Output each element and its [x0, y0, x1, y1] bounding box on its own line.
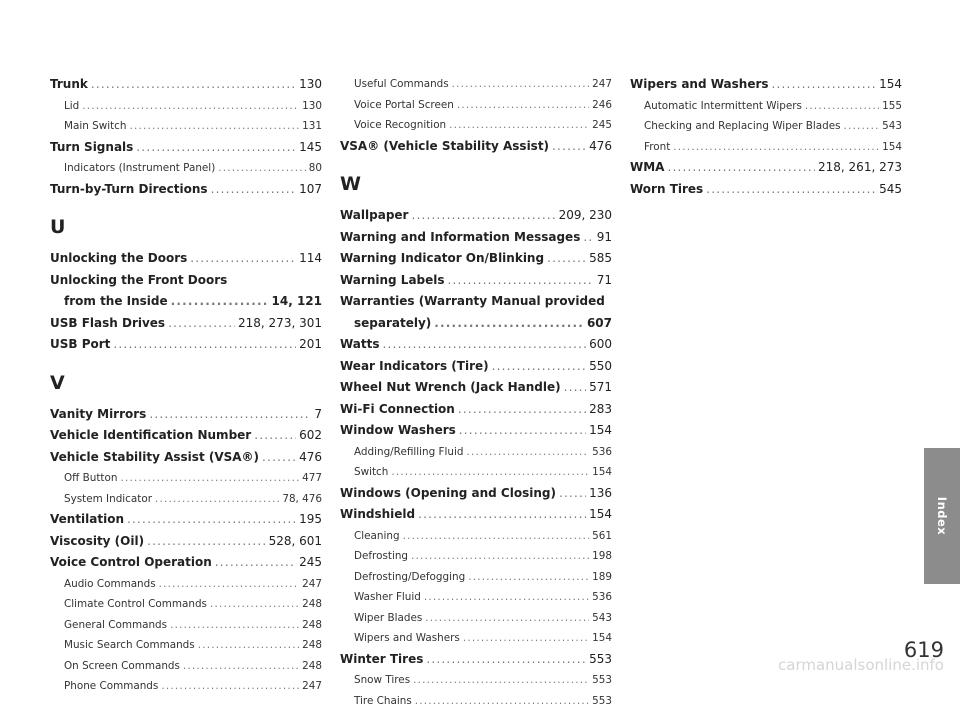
dot-leader: [129, 116, 299, 137]
page-ref[interactable]: 585: [589, 248, 612, 270]
page-ref[interactable]: 247: [592, 74, 612, 95]
index-entry[interactable]: [340, 136, 612, 158]
index-subentry[interactable]: [340, 462, 612, 483]
index-subentry[interactable]: [340, 74, 612, 95]
index-term: Wear Indicators (Tire): [340, 356, 489, 378]
index-subentry[interactable]: [50, 656, 322, 677]
index-column-3: [630, 74, 902, 200]
index-term: Switch: [354, 462, 388, 483]
index-term: Cleaning: [354, 526, 400, 547]
dot-leader: [452, 74, 589, 95]
index-term: Vehicle Identification Number: [50, 425, 251, 447]
index-subentry[interactable]: [50, 96, 322, 117]
index-entry[interactable]: [340, 205, 612, 227]
page-ref[interactable]: 91: [597, 227, 612, 249]
page-ref[interactable]: 477: [302, 468, 322, 489]
index-entry[interactable]: [50, 74, 322, 96]
dot-leader: [805, 96, 879, 117]
dot-leader: [155, 489, 279, 510]
page-ref[interactable]: 218, 261, 273: [818, 157, 902, 179]
page-ref[interactable]: 154: [592, 462, 612, 483]
index-term: Phone Commands: [64, 676, 158, 697]
index-term: Indicators (Instrument Panel): [64, 158, 215, 179]
page-ref[interactable]: 571: [589, 377, 612, 399]
dot-leader: [426, 649, 586, 671]
page-ref[interactable]: 195: [299, 509, 322, 531]
dot-leader: [772, 74, 877, 96]
index-term: Windows (Opening and Closing): [340, 483, 556, 505]
index-subentry[interactable]: [50, 635, 322, 656]
index-term: from the Inside: [64, 291, 168, 313]
index-subentry[interactable]: [340, 567, 612, 588]
index-term: Viscosity (Oil): [50, 531, 144, 553]
page-ref[interactable]: 107: [299, 179, 322, 201]
dot-leader: [411, 546, 589, 567]
page-ref[interactable]: 154: [589, 420, 612, 442]
dot-leader: [215, 552, 296, 574]
page-ref[interactable]: 201: [299, 334, 322, 356]
index-subentry[interactable]: [50, 594, 322, 615]
page-ref[interactable]: 80: [309, 158, 322, 179]
index-entry[interactable]: [340, 248, 612, 270]
page-ref[interactable]: 600: [589, 334, 612, 356]
index-subentry[interactable]: [340, 526, 612, 547]
index-entry[interactable]: [50, 179, 322, 201]
dot-leader: [458, 399, 586, 421]
index-term: Music Search Commands: [64, 635, 195, 656]
index-term: Vanity Mirrors: [50, 404, 146, 426]
page-ref[interactable]: 602: [299, 425, 322, 447]
dot-leader: [82, 96, 299, 117]
index-term: separately): [354, 313, 431, 335]
index-term: Wipers and Washers: [630, 74, 769, 96]
page-ref[interactable]: 553: [589, 649, 612, 671]
index-entry[interactable]: [340, 356, 612, 378]
index-term: Tire Chains: [354, 691, 412, 711]
index-subentry[interactable]: [340, 608, 612, 629]
page-ref[interactable]: 543: [592, 608, 612, 629]
index-subentry[interactable]: [630, 137, 902, 158]
index-term: Turn Signals: [50, 137, 133, 159]
index-term: Unlocking the Front Doors: [50, 270, 227, 292]
page-ref[interactable]: 71: [597, 270, 612, 292]
index-term: Wi-Fi Connection: [340, 399, 455, 421]
dot-leader: [425, 608, 589, 629]
index-term: Warning Labels: [340, 270, 445, 292]
index-column-2: [340, 74, 612, 711]
index-term: Worn Tires: [630, 179, 703, 201]
index-entry[interactable]: [630, 157, 902, 179]
dot-leader: [254, 425, 296, 447]
index-term: Automatic Intermittent Wipers: [644, 96, 802, 117]
index-term: Front: [644, 137, 670, 158]
index-term: Wheel Nut Wrench (Jack Handle): [340, 377, 561, 399]
dot-leader: [492, 356, 586, 378]
index-entry[interactable]: [340, 334, 612, 356]
dot-leader: [159, 574, 300, 595]
dot-leader: [136, 137, 296, 159]
index-entry[interactable]: [50, 248, 322, 270]
index-term: Warning Indicator On/Blinking: [340, 248, 544, 270]
dot-leader: [262, 447, 296, 469]
index-term: Main Switch: [64, 116, 126, 137]
index-subentry[interactable]: [340, 628, 612, 649]
page-ref[interactable]: 198: [592, 546, 612, 567]
index-subentry[interactable]: [50, 676, 322, 697]
page-ref[interactable]: 248: [302, 635, 322, 656]
dot-leader: [147, 531, 265, 553]
dot-leader: [448, 270, 594, 292]
page-ref[interactable]: 218, 273, 301: [238, 313, 322, 335]
index-entry-wrapped[interactable]: [340, 291, 612, 334]
page-ref[interactable]: 189: [592, 567, 612, 588]
dot-leader: [418, 504, 586, 526]
index-entry[interactable]: [340, 483, 612, 505]
side-tab-label: Index: [935, 497, 949, 535]
index-term: Washer Fluid: [354, 587, 421, 608]
index-term: Off Button: [64, 468, 117, 489]
page-ref[interactable]: 154: [879, 74, 902, 96]
index-entry[interactable]: [630, 179, 902, 201]
index-term: Voice Control Operation: [50, 552, 212, 574]
index-term-line: [50, 270, 322, 292]
page-ref[interactable]: 7: [314, 404, 322, 426]
index-term: Checking and Replacing Wiper Blades: [644, 116, 841, 137]
index-term: USB Port: [50, 334, 110, 356]
page-ref[interactable]: 283: [589, 399, 612, 421]
index-term: Audio Commands: [64, 574, 156, 595]
index-column-1: [50, 74, 322, 697]
watermark: carmanualsonline.info: [778, 656, 944, 674]
index-entry[interactable]: [50, 334, 322, 356]
index-term: Wallpaper: [340, 205, 408, 227]
dot-leader: [706, 179, 876, 201]
index-term: Watts: [340, 334, 380, 356]
page-ref[interactable]: 209, 230: [559, 205, 612, 227]
index-entry[interactable]: [340, 504, 612, 526]
index-entry[interactable]: [50, 531, 322, 553]
index-term: Defrosting: [354, 546, 408, 567]
index-term: Voice Recognition: [354, 115, 446, 136]
page-ref[interactable]: 130: [299, 74, 322, 96]
dot-leader: [218, 158, 306, 179]
page-ref[interactable]: 561: [592, 526, 612, 547]
dot-leader: [391, 462, 589, 483]
page-ref[interactable]: 545: [879, 179, 902, 201]
index-entry[interactable]: [340, 377, 612, 399]
page-ref[interactable]: 248: [302, 594, 322, 615]
section-letter: U: [50, 215, 322, 239]
index-term: System Indicator: [64, 489, 152, 510]
index-term: General Commands: [64, 615, 167, 636]
dot-leader: [463, 628, 589, 649]
index-term-line: [340, 291, 612, 313]
index-term: Ventilation: [50, 509, 124, 531]
index-entry-wrapped[interactable]: [50, 270, 322, 313]
index-term: Useful Commands: [354, 74, 449, 95]
index-entry[interactable]: [50, 509, 322, 531]
page-ref[interactable]: 246: [592, 95, 612, 116]
page-ref[interactable]: 245: [592, 115, 612, 136]
index-term: Lid: [64, 96, 79, 117]
index-subentry[interactable]: [340, 546, 612, 567]
index-subentry[interactable]: [340, 95, 612, 116]
page-ref[interactable]: 553: [592, 670, 612, 691]
index-term: Snow Tires: [354, 670, 410, 691]
page-ref[interactable]: 528, 601: [269, 531, 322, 553]
index-subentry[interactable]: [630, 116, 902, 137]
index-term: Climate Control Commands: [64, 594, 207, 615]
index-term: WMA: [630, 157, 664, 179]
page-ref[interactable]: 154: [592, 628, 612, 649]
dot-leader: [198, 635, 299, 656]
dot-leader: [403, 526, 590, 547]
dot-leader: [673, 137, 879, 158]
index-term: Voice Portal Screen: [354, 95, 454, 116]
dot-leader: [127, 509, 296, 531]
dot-leader: [559, 483, 586, 505]
index-entry-continuation[interactable]: [50, 291, 322, 313]
index-subentry[interactable]: [340, 115, 612, 136]
index-term: Trunk: [50, 74, 88, 96]
index-subentry[interactable]: [340, 670, 612, 691]
dot-leader: [161, 676, 299, 697]
dot-leader: [468, 567, 589, 588]
index-entry[interactable]: [340, 270, 612, 292]
page-ref[interactable]: 247: [302, 574, 322, 595]
page-ref[interactable]: 136: [589, 483, 612, 505]
dot-leader: [120, 468, 299, 489]
page-ref[interactable]: 131: [302, 116, 322, 137]
index-entry-continuation[interactable]: [340, 313, 612, 335]
index-subentry[interactable]: [340, 691, 612, 711]
dot-leader: [210, 594, 299, 615]
index-term: USB Flash Drives: [50, 313, 165, 335]
index-entry[interactable]: [50, 137, 322, 159]
dot-leader: [168, 313, 235, 335]
dot-leader: [183, 656, 299, 677]
page-ref[interactable]: 543: [882, 116, 902, 137]
page-ref[interactable]: 550: [589, 356, 612, 378]
page-ref[interactable]: 247: [302, 676, 322, 697]
index-term: Turn-by-Turn Directions: [50, 179, 208, 201]
index-term: Unlocking the Doors: [50, 248, 187, 270]
dot-leader: [170, 615, 299, 636]
page-ref[interactable]: 154: [589, 504, 612, 526]
index-term: Windshield: [340, 504, 415, 526]
index-term: Warranties (Warranty Manual provided: [340, 291, 605, 313]
index-entry[interactable]: [340, 227, 612, 249]
page-ref[interactable]: 14, 121: [272, 291, 322, 313]
index-subentry[interactable]: [340, 442, 612, 463]
page-ref[interactable]: 536: [592, 587, 612, 608]
page-ref[interactable]: 145: [299, 137, 322, 159]
index-term: Adding/Refilling Fluid: [354, 442, 463, 463]
dot-leader: [149, 404, 311, 426]
index-entry[interactable]: [50, 404, 322, 426]
index-entry[interactable]: [50, 552, 322, 574]
page-ref[interactable]: 248: [302, 615, 322, 636]
dot-leader: [190, 248, 296, 270]
index-subentry[interactable]: [630, 96, 902, 117]
index-subentry[interactable]: [50, 574, 322, 595]
index-term: Wiper Blades: [354, 608, 422, 629]
page-ref[interactable]: 476: [589, 136, 612, 158]
index-term: On Screen Commands: [64, 656, 180, 677]
index-side-tab[interactable]: [924, 448, 960, 584]
index-subentry[interactable]: [50, 468, 322, 489]
index-term: Winter Tires: [340, 649, 423, 671]
page-ref[interactable]: 607: [587, 313, 612, 335]
index-subentry[interactable]: [50, 489, 322, 510]
dot-leader: [844, 116, 880, 137]
dot-leader: [383, 334, 587, 356]
index-term: Warning and Information Messages: [340, 227, 580, 249]
index-entry[interactable]: [50, 425, 322, 447]
dot-leader: [449, 115, 589, 136]
index-term: Vehicle Stability Assist (VSA®): [50, 447, 259, 469]
dot-leader: [466, 442, 589, 463]
section-letter: V: [50, 371, 322, 395]
index-entry[interactable]: [50, 447, 322, 469]
dot-leader: [667, 157, 815, 179]
index-entry[interactable]: [630, 74, 902, 96]
dot-leader: [547, 248, 586, 270]
dot-leader: [411, 205, 555, 227]
dot-leader: [457, 95, 589, 116]
dot-leader: [91, 74, 296, 96]
index-term: Window Washers: [340, 420, 456, 442]
dot-leader: [171, 291, 269, 313]
page-ref[interactable]: 154: [882, 137, 902, 158]
dot-leader: [583, 227, 593, 249]
page-ref[interactable]: 553: [592, 691, 612, 711]
dot-leader: [113, 334, 296, 356]
dot-leader: [424, 587, 589, 608]
page-ref[interactable]: 248: [302, 656, 322, 677]
dot-leader: [415, 691, 589, 711]
page-ref[interactable]: 78, 476: [282, 489, 322, 510]
index-subentry[interactable]: [340, 587, 612, 608]
dot-leader: [459, 420, 586, 442]
index-entry[interactable]: [340, 399, 612, 421]
index-entry[interactable]: [340, 649, 612, 671]
index-entry[interactable]: [50, 313, 322, 335]
index-term: Defrosting/Defogging: [354, 567, 465, 588]
index-term: VSA® (Vehicle Stability Assist): [340, 136, 549, 158]
index-subentry[interactable]: [50, 615, 322, 636]
index-subentry[interactable]: [50, 116, 322, 137]
page-ref[interactable]: 114: [299, 248, 322, 270]
index-term: Wipers and Washers: [354, 628, 460, 649]
dot-leader: [564, 377, 586, 399]
dot-leader: [413, 670, 589, 691]
page-ref[interactable]: 130: [302, 96, 322, 117]
dot-leader: [434, 313, 584, 335]
index-subentry[interactable]: [50, 158, 322, 179]
page-ref[interactable]: 155: [882, 96, 902, 117]
dot-leader: [552, 136, 586, 158]
page-ref[interactable]: 476: [299, 447, 322, 469]
section-letter: W: [340, 172, 612, 196]
dot-leader: [211, 179, 297, 201]
page-ref[interactable]: 536: [592, 442, 612, 463]
page-ref[interactable]: 245: [299, 552, 322, 574]
page-number: 619: [904, 638, 944, 662]
index-entry[interactable]: [340, 420, 612, 442]
